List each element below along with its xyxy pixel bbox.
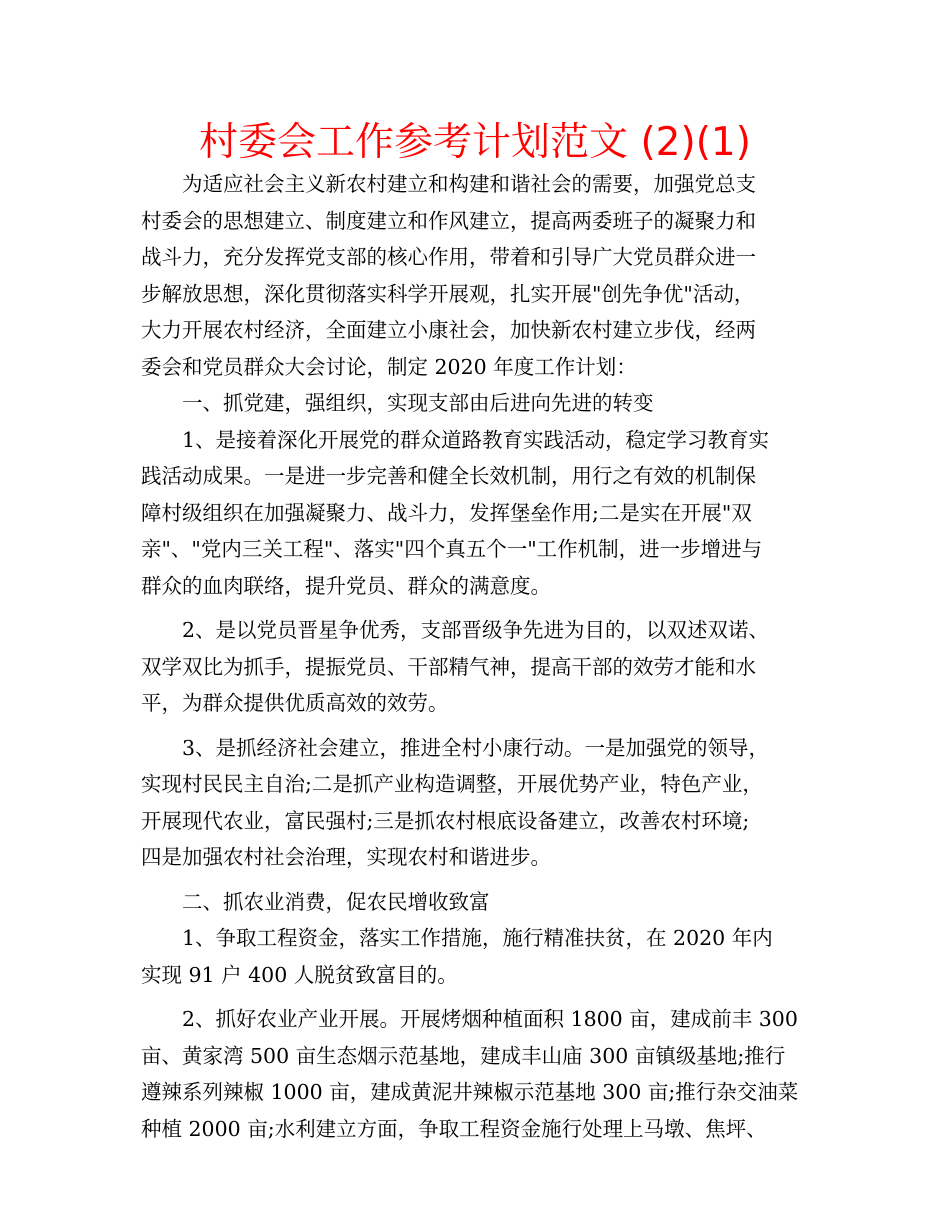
document-title: 村委会工作参考计划范文 (2)(1) [199,120,751,165]
text-line: 3、是抓经济社会建立，推进全村小康行动。一是加强党的领导， [182,735,770,760]
paragraph [141,1001,813,1147]
text-line: 大力开展农村经济，全面建立小康社会，加快新农村建立步伐，经两 [141,318,756,342]
text-line: 亩、黄家湾 500 亩生态烟示范基地，建成丰山庙 300 亩镇级基地;推行 [141,1043,786,1068]
text-line: 2、是以党员晋星争优秀，支部晋级争先进为目的，以双述双诺、 [182,618,770,642]
paragraph [141,385,813,422]
paragraph [141,884,813,921]
text-line: 践活动成果。一是进一步完善和健全长效机制，用行之有效的机制保 [141,464,756,488]
paragraph [141,730,813,876]
text-line: 四是加强农村社会治理，实现农村和谐进步。 [141,845,551,869]
text-line: 亲"、"党内三关工程"、落实"四个真五个一"工作机制，进一步增进与 [141,537,763,561]
text-line: 二、抓农业消费，促农民增收致富 [182,889,490,914]
text-line: 委会和党员群众大会讨论，制定 2020 年度工作计划： [141,354,637,379]
text-line: 平，为群众提供优质高效的效劳。 [141,691,449,715]
text-line: 1、是接着深化开展党的群众道路教育实践活动，稳定学习教育实 [182,427,770,452]
text-line: 种植 2000 亩;水利建立方面，争取工程资金施行处理上马墩、焦坪、 [141,1116,767,1141]
text-line: 1、争取工程资金，落实工作措施，施行精准扶贫，在 2020 年内 [182,926,773,950]
text-line: 障村级组织在加强凝聚力、战斗力，发挥堡垒作用;二是实在开展"双 [141,500,752,525]
text-line: 战斗力，充分发挥党支部的核心作用，带着和引导广大党员群众进一 [141,245,756,269]
document-body [141,166,813,1147]
text-line: 一、抓党建，强组织，实现支部由后进向先进的转变 [182,391,654,415]
text-line: 2、抓好农业产业开展。开展烤烟种植面积 1800 亩，建成前丰 300 [182,1007,798,1031]
text-line: 实现村民民主自治;二是抓产业构造调整，开展优势产业，特色产业， [141,772,763,796]
paragraph [141,920,813,993]
text-line: 双学双比为抓手，提振党员、干部精气神，提高干部的效劳才能和水 [141,654,756,679]
text-line: 开展现代农业，富民强村;三是抓农村根底设备建立，改善农村环境; [141,808,750,833]
paragraph [141,422,813,605]
text-line: 村委会的思想建立、制度建立和作风建立，提高两委班子的凝聚力和 [141,208,756,233]
text-line: 为适应社会主义新农村建立和构建和谐社会的需要，加强党总支 [182,172,756,196]
text-line: 步解放思想，深化贯彻落实科学开展观，扎实开展"创先争优"活动， [141,281,755,306]
text-line: 遵辣系列辣椒 1000 亩，建成黄泥井辣椒示范基地 300 亩;推行杂交油菜 [141,1080,799,1104]
paragraph [141,612,813,722]
text-line: 实现 91 户 400 人脱贫致富目的。 [141,962,458,987]
paragraph [141,166,813,385]
text-line: 群众的血肉联络，提升党员、群众的满意度。 [141,573,551,598]
